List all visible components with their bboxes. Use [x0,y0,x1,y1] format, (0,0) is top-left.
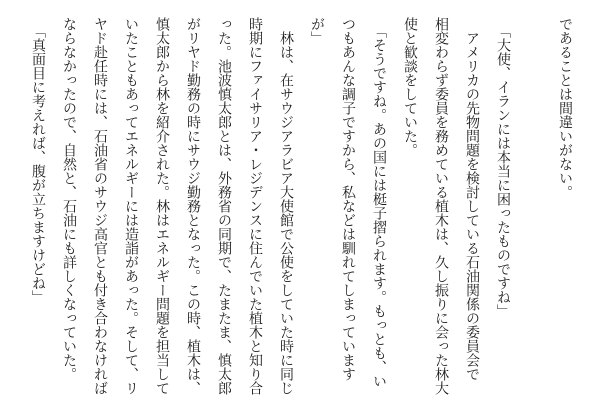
text-column: いたこともあってエネルギーには造詣があった。そして、リ [124,17,140,395]
text-column: つもあんな調子ですから、私などは馴れてしまっています [341,17,357,381]
text-column: 慎太郎から林を紹介された。林はエネルギー問題を担当して [155,17,171,395]
text-column: ヤド赴任時には、石油省のサウジ高官とも付き合わなければ [93,17,109,395]
text-column: 「真面目に考えれば、腹が立ちますけどね」 [31,17,47,304]
text-column: がリヤド勤務の時にサウジ勤務となった。この時、植木は、 [186,17,202,395]
text-column: 使と歓談をしていた。 [403,17,419,157]
text-column: 「大使、イランには本当に困ったものですね」 [496,17,512,318]
text-column: であることは間違いがない。 [558,17,574,199]
text-column: 相変わらず委員を務めている植木は、久し振りに会った林大 [434,17,450,395]
text-column: 林は、在サウジアラビア大使館で公使をしていた時に同じ [279,17,295,395]
text-column: アメリカの先物問題を検討している石油関係の委員会で [465,17,481,381]
text-column: った。池波慎太郎とは、外務省の同期で、たまたま、慎太郎 [217,17,233,395]
text-column: 時期にファイサリア・レジデンスに住んでいた植木と知り合 [248,17,264,395]
text-column: ならなかったので、自然と、石油にも詳しくなっていた。 [62,17,78,381]
text-column: 「そうですね。あの国には梃子摺られます。もっとも、い [372,17,388,388]
text-column: が」 [310,17,326,45]
column-gap [519,17,550,399]
